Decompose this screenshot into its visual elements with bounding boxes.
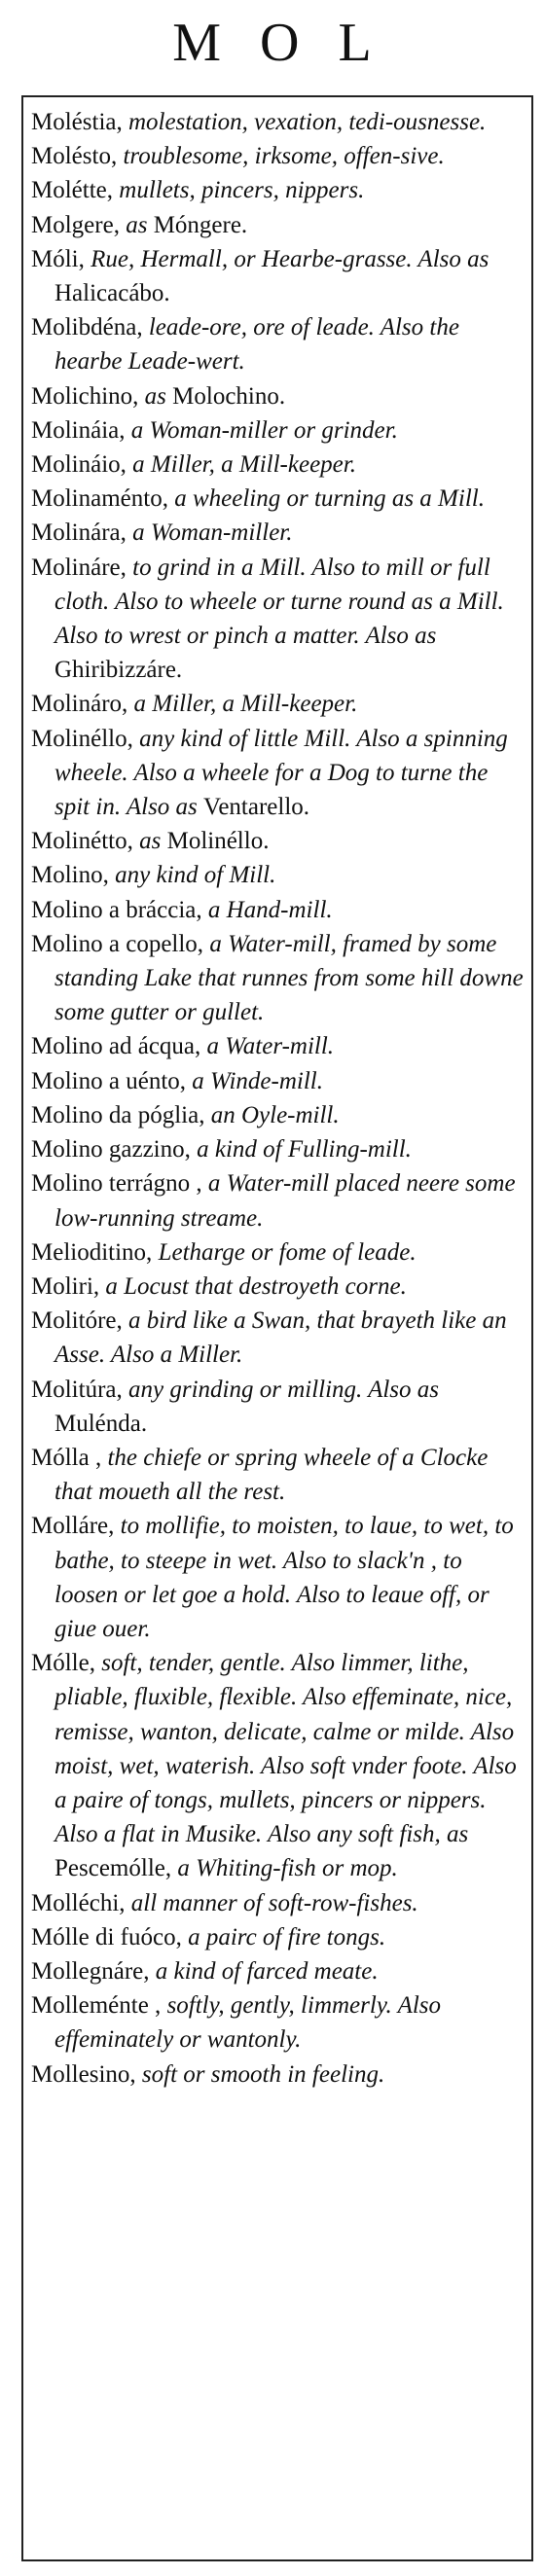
entry-headword: Melioditino,: [31, 1238, 153, 1266]
dictionary-entry: [31, 1132, 524, 1166]
entry-headword: Molino a bráccia,: [31, 896, 202, 923]
dictionary-entry: [31, 1920, 524, 1954]
entry-definition: an Oyle-mill.: [204, 1101, 340, 1128]
entry-definition: troublesome, irksome, offen-sive.: [117, 143, 445, 170]
entry-crossref: Móngere.: [153, 211, 248, 238]
dictionary-entry: [31, 139, 524, 173]
entry-headword: Mollesino,: [31, 2060, 136, 2088]
dictionary-entry: [31, 1646, 524, 1885]
entry-headword: Molléchi,: [31, 1889, 126, 1916]
entry-headword: Molleménte ,: [31, 1992, 162, 2020]
entry-definition: any grinding or milling. Also as: [122, 1376, 440, 1403]
entry-headword: Molino da póglia,: [31, 1101, 205, 1128]
entry-crossref: Molochino.: [172, 382, 286, 410]
dictionary-entry: [31, 1509, 524, 1646]
dictionary-entry: [31, 1304, 524, 1372]
entry-definition: soft or smooth in feeling.: [135, 2060, 385, 2088]
entry-crossref: Ghiribizzáre.: [54, 657, 183, 684]
entry-definition: a Miller, a Mill-keeper.: [126, 451, 356, 479]
entry-headword: Moléstia,: [31, 109, 123, 135]
dictionary-entry: [31, 2057, 524, 2092]
entry-headword: Molináro,: [31, 691, 128, 718]
entry-headword: Molino ad ácqua,: [31, 1033, 201, 1060]
entry-definition: as: [119, 211, 154, 238]
entry-headword: Molino a uénto,: [31, 1067, 187, 1094]
dictionary-entry: [31, 1235, 524, 1270]
entry-definition: a Locust that destroyeth corne.: [99, 1272, 407, 1300]
entry-definition: mullets, pincers, nippers.: [113, 177, 365, 204]
entry-headword: Molino gazzino,: [31, 1136, 191, 1163]
entry-crossref: Pescemólle,: [54, 1855, 172, 1882]
entry-definition: a Miller, a Mill-keeper.: [127, 691, 358, 718]
dictionary-entry: [31, 927, 524, 1030]
entry-definition: leade-ore, ore of leade. Also the hearbe Leade-wert.: [54, 314, 459, 376]
entry-definition: a Woman-miller.: [126, 519, 293, 547]
dictionary-entry: [31, 1270, 524, 1304]
entry-definition: Letharge or fome of leade.: [152, 1238, 417, 1266]
dictionary-entry: [31, 1373, 524, 1441]
entry-definition: a kind of Fulling-mill.: [190, 1136, 412, 1163]
dictionary-entry: [31, 824, 524, 858]
entry-headword: Molitóre,: [31, 1307, 123, 1335]
entry-definition: Rue, Hermall, or Hearbe-grasse. Also as: [84, 245, 490, 272]
entries-column: [21, 95, 533, 2561]
entry-headword: Mollegnáre,: [31, 1957, 150, 1985]
entry-headword: Mólle,: [31, 1650, 95, 1677]
entry-definition: soft, tender, gentle. Also limmer, lithe, pliable, fluxible, flexible. Also effeminate, nice, remisse, wanton, delicate, calme or milde. Also moist, wet, waterish. Also soft vnder foote. Also a paire of tongs, mullets, pincers or nippers. Also a flat in Musike. Also any soft fish, as: [54, 1650, 517, 1848]
entry-definition: a Woman-miller or grinder.: [125, 416, 398, 444]
dictionary-entry: [31, 893, 524, 927]
entry-headword: Molino a copello,: [31, 930, 204, 957]
entry-definition: a Whiting-fish or mop.: [171, 1855, 398, 1882]
entry-definition: any kind of little Mill. Also a spinning wheele. Also a wheele for a Dog to turne the spit in. Also as: [54, 725, 508, 821]
dictionary-entry: [31, 1029, 524, 1063]
dictionary-entry: [31, 1988, 524, 2057]
dictionary-entry: [31, 105, 524, 139]
entry-headword: Molichino,: [31, 382, 139, 410]
entry-headword: Molináia,: [31, 416, 126, 444]
dictionary-entry: [31, 551, 524, 688]
entry-definition: to mollifie, to moisten, to laue, to wet, to bathe, to steepe in wet. Also to slack'n , to loosen or let goe a hold. Also to leaue off, or giue ouer.: [54, 1513, 514, 1642]
entry-definition: a Hand-mill.: [201, 896, 333, 923]
dictionary-entry: [31, 1166, 524, 1234]
entry-crossref: Ventarello.: [203, 794, 310, 821]
entry-definition: the chiefe or spring wheele of a Clocke that moueth all the rest.: [54, 1444, 489, 1506]
page-title: MOL: [172, 13, 411, 73]
entry-crossref: Molinéllo.: [166, 828, 270, 855]
entry-headword: Molláre,: [31, 1513, 115, 1540]
entry-definition: a Water-mill, framed by some standing Lake that runnes from some hill downe some gutter or gullet.: [54, 930, 524, 1026]
dictionary-entry: [31, 1954, 524, 1988]
entry-definition: a Winde-mill.: [186, 1067, 323, 1094]
entry-definition: softly, gently, limmerly. Also effeminately or wantonly.: [54, 1992, 442, 2054]
entry-definition: any kind of Mill.: [108, 862, 276, 889]
entry-headword: Mólla ,: [31, 1444, 102, 1471]
entry-headword: Móli,: [31, 245, 85, 272]
dictionary-entry: [31, 1441, 524, 1509]
entry-headword: Molinéllo,: [31, 725, 133, 752]
dictionary-entry: [31, 173, 524, 207]
entry-headword: Moliri,: [31, 1272, 100, 1300]
dictionary-entry: [31, 1886, 524, 1920]
entry-headword: Molibdéna,: [31, 314, 143, 341]
entry-headword: Molinaménto,: [31, 485, 168, 513]
dictionary-entry: [31, 482, 524, 516]
dictionary-entry: [31, 447, 524, 482]
entry-headword: Molésto,: [31, 143, 118, 170]
entry-headword: Molino terrágno ,: [31, 1170, 202, 1198]
entry-headword: Molino,: [31, 862, 109, 889]
entry-headword: Molgere,: [31, 211, 120, 238]
entry-definition: a Water-mill.: [200, 1033, 335, 1060]
dictionary-entry: [31, 310, 524, 378]
dictionary-entry: [31, 1064, 524, 1098]
entry-crossref: Mulénda.: [54, 1410, 148, 1437]
entry-headword: Molináio,: [31, 451, 127, 479]
dictionary-entry: [31, 379, 524, 413]
dictionary-entry: [31, 516, 524, 550]
entry-headword: Mólle di fuóco,: [31, 1923, 182, 1950]
dictionary-entry: [31, 208, 524, 242]
entry-headword: Molitúra,: [31, 1376, 123, 1403]
entry-definition: all manner of soft-row-fishes.: [125, 1889, 418, 1916]
entry-headword: Molinétto,: [31, 828, 133, 855]
entry-definition: a wheeling or turning as a Mill.: [167, 485, 485, 513]
entry-definition: a kind of farced meate.: [149, 1957, 379, 1985]
entry-headword: Molináre,: [31, 554, 127, 581]
dictionary-entry: [31, 687, 524, 721]
entry-crossref: Halicacábo.: [54, 280, 170, 307]
dictionary-entry: [31, 413, 524, 447]
entry-headword: Molétte,: [31, 177, 114, 204]
dictionary-entry: [31, 722, 524, 825]
entry-definition: molestation, vexation, tedi-ousnesse.: [122, 109, 487, 135]
dictionary-entry: [31, 242, 524, 310]
entry-definition: a bird like a Swan, that brayeth like an Asse. Also a Miller.: [54, 1307, 507, 1369]
entry-definition: to grind in a Mill. Also to mill or full cloth. Also to wheele or turne round as a Mill. Also to wrest or pinch a matter. Also as: [54, 554, 504, 650]
entry-definition: as: [132, 828, 167, 855]
dictionary-entry: [31, 858, 524, 892]
entry-headword: Molinára,: [31, 519, 127, 547]
entry-definition: a pairc of fire tongs.: [181, 1923, 386, 1950]
entry-definition: as: [138, 382, 173, 410]
page-header: [0, 0, 544, 97]
dictionary-entry: [31, 1098, 524, 1132]
entry-definition: a Water-mill placed neere some low-running streame.: [54, 1170, 516, 1232]
